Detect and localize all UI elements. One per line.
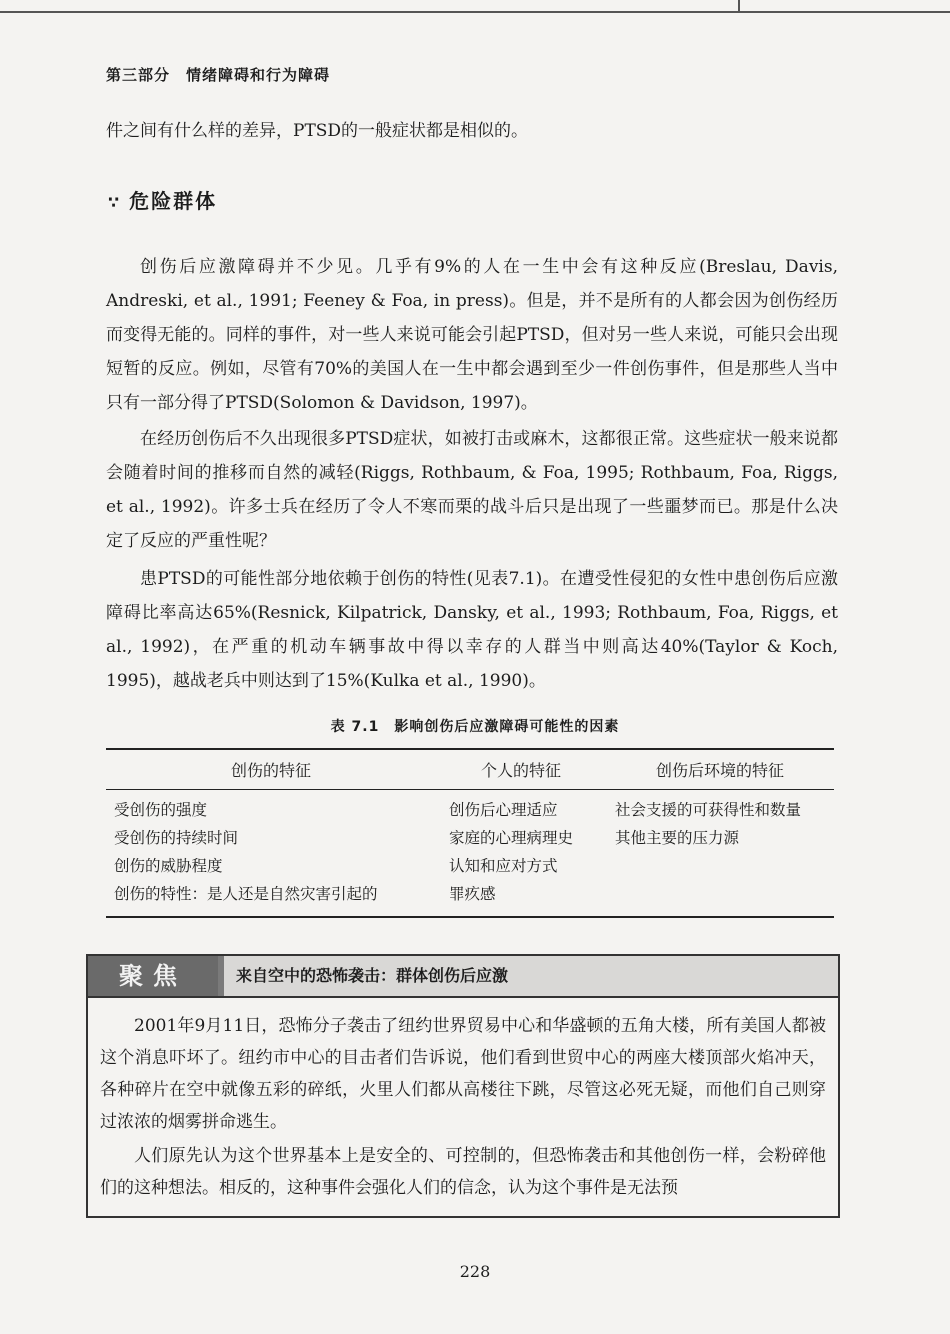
table-cell: 认知和应对方式 xyxy=(449,857,558,875)
table-col-environment xyxy=(615,796,801,852)
paragraph-2: 在经历创伤后不久出现很多PTSD症状，如被打击或麻木，这都很正常。这些症状一般来说都会随着时间的推移而自然的减轻(Riggs, Rothbaum, & Foa, 1995; Rothbaum, Foa, Riggs, et al., 1992)。许多士兵在经历了令人不寒而栗的战斗后只是出现了一些噩梦而已。那是什么决定了反应的严重性呢？ xyxy=(106,429,838,551)
table-cell: 创伤后心理适应 xyxy=(449,801,558,819)
section-bullet-icon: ∵ xyxy=(108,193,120,212)
focus-title: 来自空中的恐怖袭击：群体创伤后应激 xyxy=(236,966,509,985)
running-header: 第三部分 情绪障碍和行为障碍 xyxy=(106,66,331,84)
table-header-environment: 创伤后环境的特征 xyxy=(655,761,784,780)
table-header-personal: 个人的特征 xyxy=(480,761,561,780)
table-rule-top xyxy=(106,748,834,750)
table-cell: 其他主要的压力源 xyxy=(615,829,740,847)
table-cell: 受创伤的持续时间 xyxy=(114,829,239,847)
section-title: 危险群体 xyxy=(129,189,218,213)
table-cell: 创伤的特性：是人还是自然灾害引起的 xyxy=(114,885,378,903)
focus-label: 聚焦 xyxy=(88,956,218,996)
paragraph-3: 患PTSD的可能性部分地依赖于创伤的特性(见表7.1)。在遭受性侵犯的女性中患创伤后应激障碍比率高达65%(Resnick, Kilpatrick, Dansky, et al., 1993; Rothbaum, Foa, Riggs, et al., 1992)，在严重的机动车辆事故中得以幸存的人群当中则高达40%(Taylor & Koch, 1995)，越战老兵中则达到了15%(Kulka et al., 1990)。 xyxy=(106,569,838,691)
paragraph-1: 创伤后应激障碍并不少见。几乎有9%的人在一生中会有这种反应(Breslau, Davis, Andreski, et al., 1991; Feeney & Foa, in press)。但是，并不是所有的人都会因为创伤经历而变得无能的。同样的事件，对一些人来说可能会引起PTSD，但对另一些人来说，可能只会出现短暂的反应。例如，尽管有70%的美国人在一生中都会遇到至少一件创伤事件，但是那些人当中只有一部分得了PTSD(Solomon & Davidson, 1997)。 xyxy=(106,257,838,413)
focus-paragraph-2: 人们原先认为这个世界基本上是安全的、可控制的，但恐怖袭击和其他创伤一样，会粉碎他们的这种想法。相反的，这种事件会强化人们的信念，认为这个事件是无法预 xyxy=(100,1146,826,1198)
table-cell: 家庭的心理病理史 xyxy=(449,829,574,847)
table-rule-bottom xyxy=(106,916,834,918)
table-caption: 表 7.1 影响创伤后应激障碍可能性的因素 xyxy=(330,719,620,735)
focus-box xyxy=(86,954,840,1218)
table-col-personal xyxy=(449,796,573,908)
table-rule-mid xyxy=(106,789,834,790)
section-heading xyxy=(108,185,217,214)
focus-header xyxy=(88,956,838,998)
table-cell: 创伤的威胁程度 xyxy=(114,857,223,875)
paragraph-intro: 件之间有什么样的差异，PTSD的一般症状都是相似的。 xyxy=(106,121,529,141)
table-col-trauma xyxy=(114,796,378,908)
page-number: 228 xyxy=(459,1262,491,1281)
top-rule-mark xyxy=(738,0,740,12)
table-cell: 社会支援的可获得性和数量 xyxy=(615,801,802,819)
top-rule xyxy=(0,11,950,13)
table-header-trauma: 创伤的特征 xyxy=(230,761,311,780)
table-cell: 罪疚感 xyxy=(449,885,496,903)
focus-paragraph-1: 2001年9月11日，恐怖分子袭击了纽约世界贸易中心和华盛顿的五角大楼，所有美国人都被这个消息吓坏了。纽约市中心的目击者们告诉说，他们看到世贸中心的两座大楼顶部火焰冲天，各种碎片在空中就像五彩的碎纸，火里人们都从高楼往下跳，尽管这必死无疑，而他们自己则穿过浓浓的烟雾拼命逃生。 xyxy=(100,1016,826,1132)
focus-title-bar xyxy=(224,956,838,996)
table-cell: 受创伤的强度 xyxy=(114,801,208,819)
